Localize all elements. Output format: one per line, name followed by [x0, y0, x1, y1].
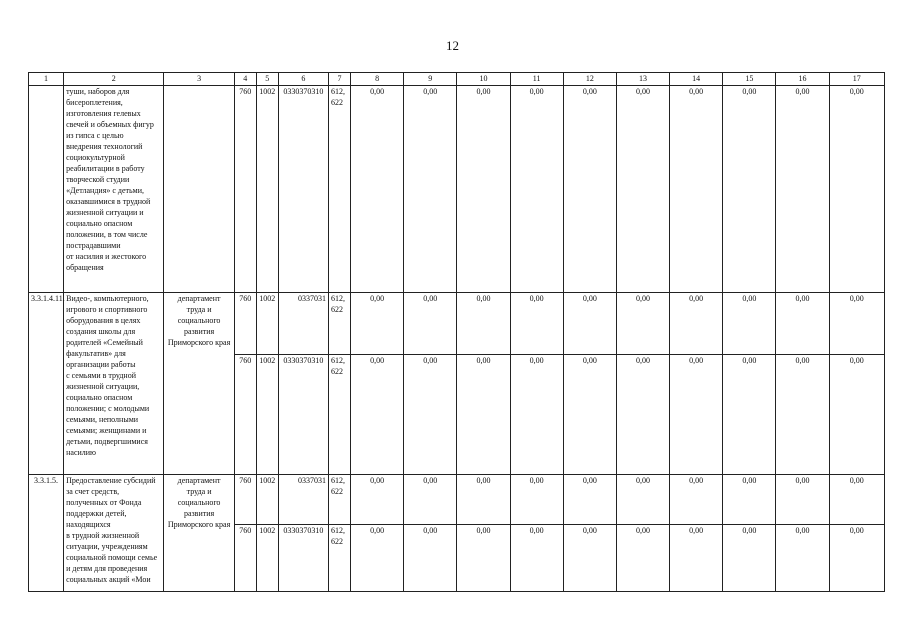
amount-cell: 0,00 [776, 86, 829, 293]
amount-cell: 0,00 [510, 86, 563, 293]
col4-value: 760 [234, 525, 256, 592]
row-code [29, 86, 64, 293]
amount-cell: 0,00 [404, 355, 457, 475]
amount-cell: 0,00 [829, 86, 884, 293]
row-department: департамент труда и социального развития Приморского края [164, 293, 234, 475]
amount-cell: 0,00 [616, 525, 669, 592]
amount-cell: 0,00 [723, 293, 776, 355]
amount-cell: 0,00 [670, 293, 723, 355]
amount-cell: 0,00 [510, 293, 563, 355]
header-col-1: 1 [29, 73, 64, 86]
amount-cell: 0,00 [404, 293, 457, 355]
amount-cell: 0,00 [404, 525, 457, 592]
amount-cell: 0,00 [616, 355, 669, 475]
header-col-16: 16 [776, 73, 829, 86]
col6-value: 0330370310 [278, 86, 328, 293]
amount-cell: 0,00 [776, 475, 829, 525]
row-description: Предоставление субсидий за счет средств, полученных от Фонда поддержки детей, находящихся в трудной жизненной ситуации, учреждениям социальной помощи семье и детям для проведения социальных акций «Мои [64, 475, 164, 592]
table-row [29, 86, 885, 293]
amount-cell: 0,00 [563, 86, 616, 293]
amount-cell: 0,00 [616, 293, 669, 355]
amount-cell: 0,00 [457, 525, 510, 592]
amount-cell: 0,00 [510, 475, 563, 525]
amount-cell: 0,00 [351, 86, 404, 293]
row-department [164, 86, 234, 293]
col7-value: 612, 622 [328, 355, 350, 475]
col4-value: 760 [234, 355, 256, 475]
row-code: 3.3.1.5. [29, 475, 64, 592]
amount-cell: 0,00 [723, 86, 776, 293]
col6-value: 0330370310 [278, 525, 328, 592]
amount-cell: 0,00 [776, 355, 829, 475]
page-number: 12 [446, 38, 459, 53]
col6-value: 0337031 [278, 293, 328, 355]
col5-value: 1002 [256, 355, 278, 475]
amount-cell: 0,00 [457, 355, 510, 475]
amount-cell: 0,00 [457, 475, 510, 525]
col6-value: 0330370310 [278, 355, 328, 475]
amount-cell: 0,00 [829, 293, 884, 355]
col4-value: 760 [234, 293, 256, 355]
amount-cell: 0,00 [351, 293, 404, 355]
header-col-6: 6 [278, 73, 328, 86]
header-col-11: 11 [510, 73, 563, 86]
amount-cell: 0,00 [404, 475, 457, 525]
amount-cell: 0,00 [829, 355, 884, 475]
header-col-3: 3 [164, 73, 234, 86]
col7-value: 612, 622 [328, 293, 350, 355]
header-row [29, 73, 885, 86]
col4-value: 760 [234, 86, 256, 293]
amount-cell: 0,00 [563, 293, 616, 355]
amount-cell: 0,00 [616, 86, 669, 293]
table-row [29, 475, 885, 525]
col5-value: 1002 [256, 525, 278, 592]
amount-cell: 0,00 [351, 525, 404, 592]
amount-cell: 0,00 [723, 355, 776, 475]
amount-cell: 0,00 [563, 475, 616, 525]
col7-value: 612, 622 [328, 525, 350, 592]
amount-cell: 0,00 [457, 293, 510, 355]
amount-cell: 0,00 [457, 86, 510, 293]
row-description: туши, наборов для бисероплетения, изготовления гелевых свечей и объемных фигур из гипса с целью внедрения технологий социокультурной реабилитации в работу творческой студии «Детландия» с детьми, оказавшимися в трудной жизненной ситуации и социально опасном положении, в том числе пострадавшими от насилия и жестокого обращения [64, 86, 164, 293]
row-description: Видео-, компьютерного, игрового и спортивного оборудования в целях создания школы для родителей «Семейный факультатив» для организации работы с семьями в трудной жизненной ситуации, социально опасном положении; с молодыми семьями, неполными семьями; женщинами и детьми, подвергшимися насилию [64, 293, 164, 475]
amount-cell: 0,00 [563, 355, 616, 475]
amount-cell: 0,00 [723, 475, 776, 525]
table-row [29, 293, 885, 355]
amount-cell: 0,00 [723, 525, 776, 592]
row-code: 3.3.1.4.11. [29, 293, 64, 475]
amount-cell: 0,00 [776, 525, 829, 592]
amount-cell: 0,00 [776, 293, 829, 355]
amount-cell: 0,00 [351, 355, 404, 475]
amount-cell: 0,00 [510, 525, 563, 592]
header-col-5: 5 [256, 73, 278, 86]
amount-cell: 0,00 [670, 86, 723, 293]
col5-value: 1002 [256, 293, 278, 355]
header-col-17: 17 [829, 73, 884, 86]
amount-cell: 0,00 [563, 525, 616, 592]
header-col-13: 13 [616, 73, 669, 86]
col7-value: 612, 622 [328, 475, 350, 525]
amount-cell: 0,00 [670, 475, 723, 525]
col7-value: 612, 622 [328, 86, 350, 293]
header-col-10: 10 [457, 73, 510, 86]
amount-cell: 0,00 [404, 86, 457, 293]
header-col-15: 15 [723, 73, 776, 86]
header-col-7: 7 [328, 73, 350, 86]
header-col-12: 12 [563, 73, 616, 86]
header-col-14: 14 [670, 73, 723, 86]
header-col-4: 4 [234, 73, 256, 86]
header-col-9: 9 [404, 73, 457, 86]
amount-cell: 0,00 [829, 525, 884, 592]
header-col-2: 2 [64, 73, 164, 86]
col5-value: 1002 [256, 86, 278, 293]
amount-cell: 0,00 [829, 475, 884, 525]
amount-cell: 0,00 [510, 355, 563, 475]
budget-table [28, 72, 885, 592]
amount-cell: 0,00 [616, 475, 669, 525]
col5-value: 1002 [256, 475, 278, 525]
header-col-8: 8 [351, 73, 404, 86]
col6-value: 0337031 [278, 475, 328, 525]
col4-value: 760 [234, 475, 256, 525]
amount-cell: 0,00 [351, 475, 404, 525]
amount-cell: 0,00 [670, 355, 723, 475]
amount-cell: 0,00 [670, 525, 723, 592]
row-department: департамент труда и социального развития Приморского края [164, 475, 234, 592]
